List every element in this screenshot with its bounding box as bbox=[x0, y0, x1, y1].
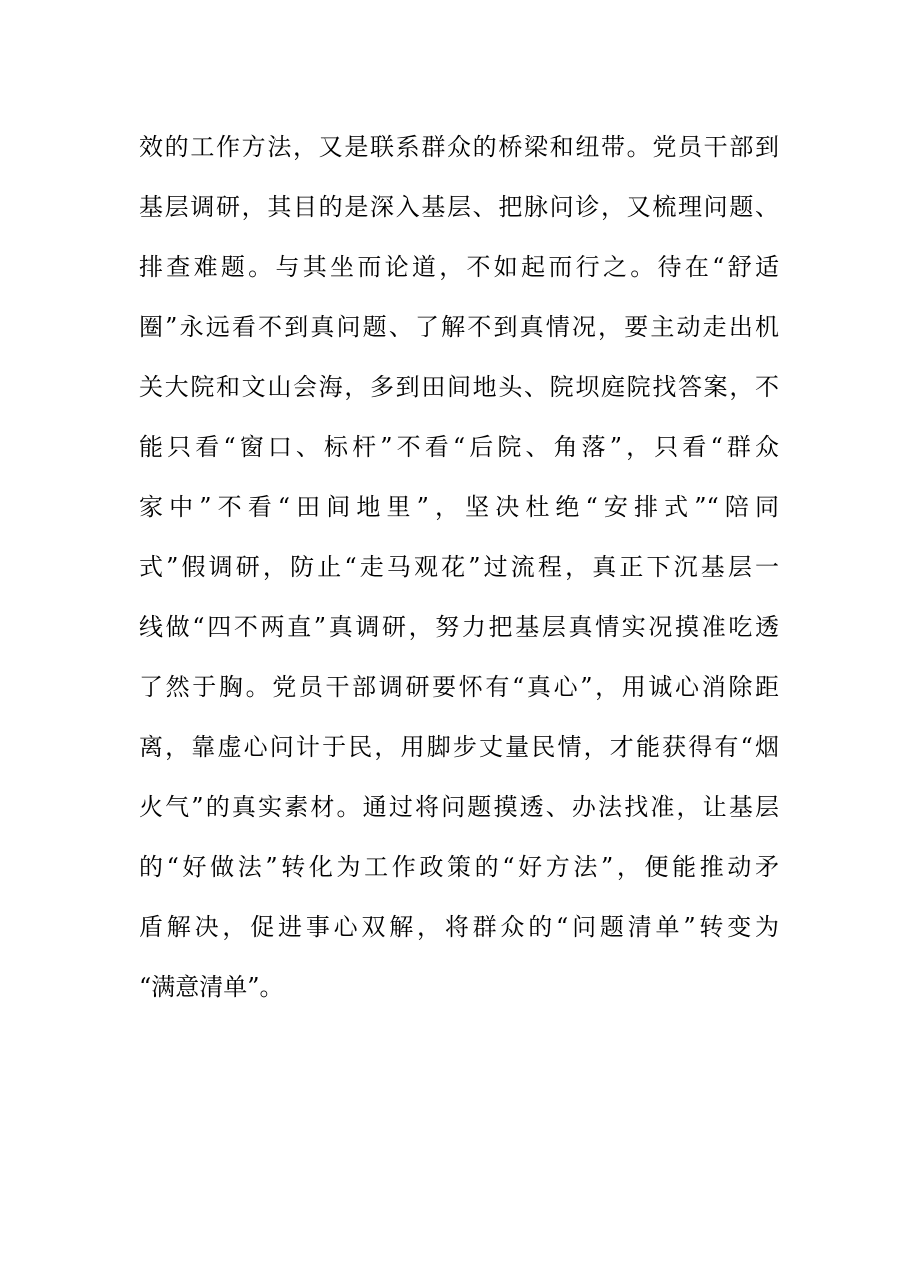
text-line: 能只看“窗口、标杆”不看“后院、角落”，只看“群众 bbox=[139, 433, 779, 461]
text-line: 火气”的真实素材。通过将问题摸透、办法找准，让基层 bbox=[139, 793, 779, 821]
text-line: 基层调研，其目的是深入基层、把脉问诊，又梳理问题、 bbox=[139, 193, 779, 221]
text-line: 排查难题。与其坐而论道，不如起而行之。待在“舒适 bbox=[139, 253, 779, 281]
text-line: 了然于胸。党员干部调研要怀有“真心”，用诚心消除距 bbox=[139, 673, 779, 701]
text-line: 盾解决，促进事心双解，将群众的“问题清单”转变为 bbox=[139, 913, 779, 941]
text-line: 圈”永远看不到真问题、了解不到真情况，要主动走出机 bbox=[139, 313, 779, 341]
text-line: 效的工作方法，又是联系群众的桥梁和纽带。党员干部到 bbox=[139, 133, 779, 161]
text-line: 关大院和文山会海，多到田间地头、院坝庭院找答案，不 bbox=[139, 373, 779, 401]
text-line: 式”假调研，防止“走马观花”过流程，真正下沉基层一 bbox=[139, 553, 779, 581]
text-line-last: “满意清单”。 bbox=[139, 973, 284, 1001]
text-line: 离，靠虚心问计于民，用脚步丈量民情，才能获得有“烟 bbox=[139, 733, 779, 761]
text-line: 的“好做法”转化为工作政策的“好方法”，便能推动矛 bbox=[139, 853, 779, 881]
body-paragraph bbox=[139, 117, 779, 1017]
text-line: 线做“四不两直”真调研，努力把基层真情实况摸准吃透 bbox=[139, 613, 779, 641]
text-line: 家中”不看“田间地里”，坚决杜绝“安排式”“陪同 bbox=[139, 493, 779, 521]
